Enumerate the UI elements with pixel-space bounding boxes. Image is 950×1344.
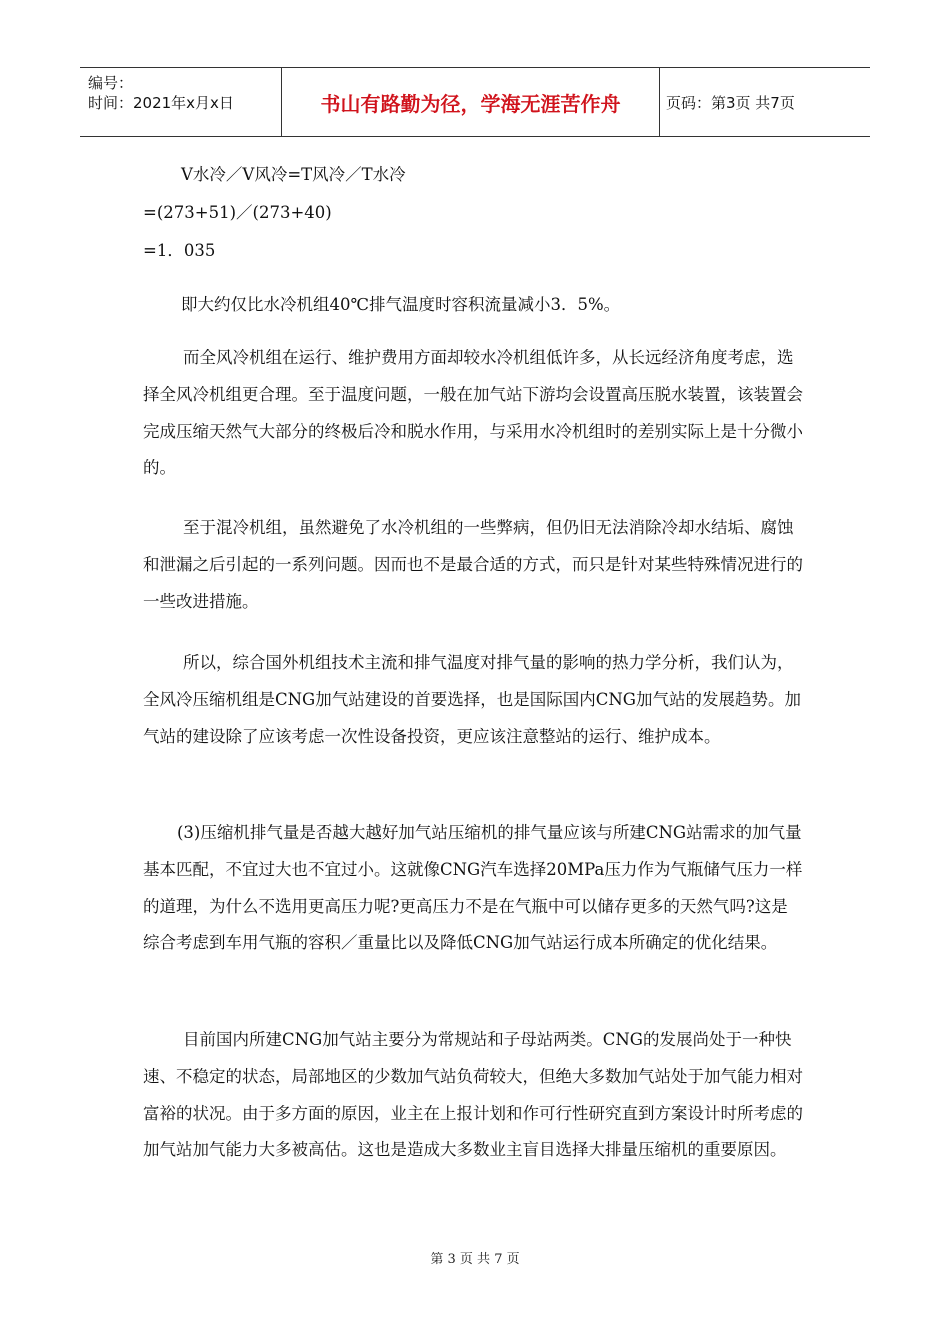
formula-line: =(273+51)／(273+40): [143, 203, 332, 222]
paragraph-text: 即大约仅比水冷机组40℃排气温度时容积流量减小3．5%。: [181, 295, 621, 314]
formula-line: =1．035: [143, 241, 216, 260]
page-header: [80, 67, 870, 137]
header-motto: 书山有路勤为径，学海无涯苦作舟: [282, 68, 660, 136]
paragraph: [143, 645, 803, 755]
paragraph-text: 所以，综合国外机组技术主流和排气温度对排气量的影响的热力学分析，我们认为，全风冷压缩机组是CNG加气站建设的首要选择，也是国际国内CNG加气站的发展趋势。加气站的建设除了应该考虑一次性设备投资，更应该注意整站的运行、维护成本。: [143, 653, 801, 746]
paragraph: [143, 340, 803, 487]
document-date: 时间：2021年x月x日: [88, 94, 234, 112]
paragraph-text: 目前国内所建CNG加气站主要分为常规站和子母站两类。CNG的发展尚处于一种快速、不稳定的状态，局部地区的少数加气站负荷较大，但绝大多数加气站处于加气能力相对富裕的状况。由于多方面的原因，业主在上报计划和作可行性研究直到方案设计时所考虑的加气站加气能力大多被高估。这也是造成大多数业主盲目选择大排量压缩机的重要原因。: [143, 1030, 803, 1160]
document-code-label: 编号：: [88, 74, 134, 92]
header-meta: [80, 68, 282, 136]
paragraph: [143, 287, 803, 324]
paragraph: [143, 1022, 803, 1169]
formula-line: V水冷／V风冷=T风冷／T水冷: [181, 165, 406, 184]
paragraph-text: (3)压缩机排气量是否越大越好加气站压缩机的排气量应该与所建CNG站需求的加气量基本匹配，不宜过大也不宜过小。这就像CNG汽车选择20MPa压力作为气瓶储气压力一样的道理，为什么不选用更高压力呢?更高压力不是在气瓶中可以储存更多的天然气吗?这是综合考虑到车用气瓶的容积／重量比以及降低CNG加气站运行成本所确定的优化结果。: [143, 823, 803, 953]
page-footer: 第 3 页 共 7 页: [430, 1252, 520, 1267]
paragraph-text: 至于混冷机组，虽然避免了水冷机组的一些弊病，但仍旧无法消除冷却水结垢、腐蚀和泄漏之后引起的一系列问题。因而也不是最合适的方式，而只是针对某些特殊情况进行的一些改进措施。: [143, 518, 803, 611]
header-page-number: 页码：第3页 共7页: [666, 93, 795, 112]
paragraph-text: 而全风冷机组在运行、维护费用方面却较水冷机组低许多，从长远经济角度考虑，选择全风冷机组更合理。至于温度问题，一般在加气站下游均会设置高压脱水装置，该装置会完成压缩天然气大部分的终极后冷和脱水作用，与采用水冷机组时的差别实际上是十分微小的。: [143, 348, 803, 478]
paragraph: [143, 510, 803, 620]
paragraph: [143, 815, 803, 962]
